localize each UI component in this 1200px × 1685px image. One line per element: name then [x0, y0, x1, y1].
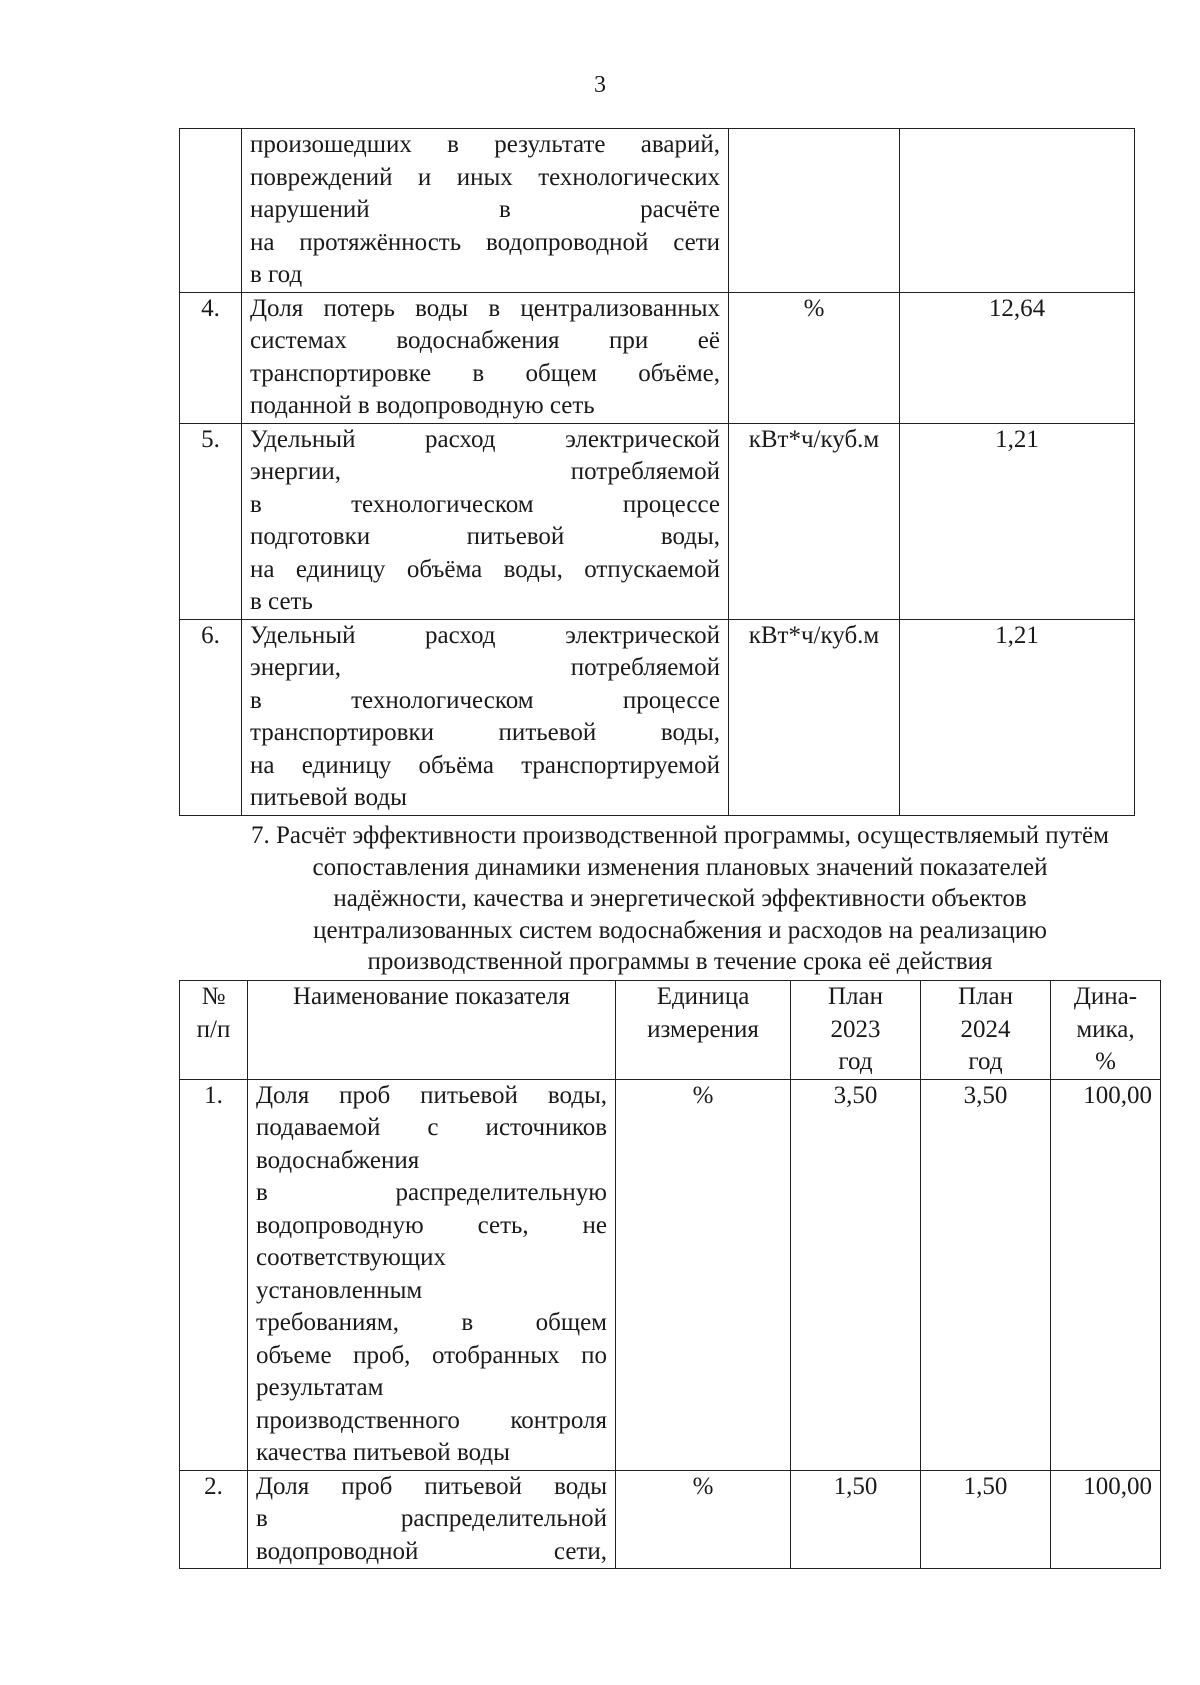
description-line: в технологическом процессе [250, 490, 720, 518]
description-line: объеме проб, отобранных по [256, 1341, 607, 1369]
indicator-description [248, 1079, 616, 1470]
description-line: на единицу объёма транспортируемой [250, 751, 720, 779]
header-plan-2024 [921, 981, 1051, 1080]
description-line: на единицу объёма воды, отпускаемой [250, 555, 720, 583]
description-line: Доля проб питьевой воды, [256, 1081, 607, 1109]
indicators-table-continued [179, 128, 1135, 816]
heading-line: сопоставления динамики изменения плановых значений показателей [312, 853, 1048, 881]
value-cell: 1,21 [900, 619, 1135, 815]
description-line: водопроводную сеть, не [256, 1211, 607, 1239]
header-unit [616, 981, 791, 1080]
table-header-row [180, 981, 1161, 1080]
value-cell: 12,64 [900, 292, 1135, 423]
row-number: 5. [180, 423, 242, 619]
header-line: мика, [1076, 1015, 1135, 1043]
indicator-description [242, 129, 729, 293]
description-line: транспортировке в общем объёме, [250, 359, 720, 387]
description-line: поданной в водопроводную сеть [250, 392, 595, 419]
description-line: соответствующих [256, 1244, 446, 1271]
description-line: системах водоснабжения при её [250, 327, 720, 354]
header-plan-2023 [791, 981, 921, 1080]
unit-cell: % [729, 292, 900, 423]
row-number [180, 129, 242, 293]
unit-cell: % [616, 1470, 791, 1569]
heading-line: 7. Расчёт эффективности производственной программы, осуществляемый путём [251, 822, 1109, 849]
header-num [180, 981, 248, 1080]
row-number: 1. [180, 1079, 248, 1470]
header-line: Дина- [1073, 983, 1138, 1010]
dynamics-cell: 100,00 [1051, 1079, 1161, 1470]
description-line: энергии, потребляемой [250, 654, 720, 681]
row-number: 4. [180, 292, 242, 423]
description-line: произошедших в результате аварий, [250, 131, 720, 158]
header-line: 2023 [830, 1015, 881, 1043]
table-row [180, 1470, 1161, 1569]
row-number: 2. [180, 1470, 248, 1569]
description-line: в сеть [250, 588, 313, 615]
description-line: в год [250, 261, 303, 288]
description-line: Удельный расход электрической [250, 425, 720, 453]
description-line: качества питьевой воды [256, 1439, 510, 1466]
page-number: 3 [594, 72, 606, 98]
header-line: № [201, 983, 226, 1010]
header-line: год [968, 1048, 1003, 1075]
heading-line: производственной программы в течение срока её действия [367, 948, 993, 975]
plan-2024-cell: 3,50 [921, 1079, 1051, 1470]
unit-cell: кВт*ч/куб.м [729, 423, 900, 619]
value-cell [900, 129, 1135, 293]
table-row [180, 423, 1135, 619]
header-line: % [1095, 1048, 1116, 1075]
table-row [180, 619, 1135, 815]
indicator-description [242, 292, 729, 423]
description-line: в распределительной [256, 1505, 607, 1532]
header-line: измерения [647, 1015, 759, 1043]
header-dynamics [1051, 981, 1161, 1080]
heading-line: надёжности, качества и энергетической эффективности объектов [333, 885, 1027, 912]
description-line: питьевой воды [250, 784, 407, 811]
header-line: год [838, 1048, 873, 1075]
description-line: в технологическом процессе [250, 686, 720, 714]
indicator-description [248, 1470, 616, 1569]
value-cell: 1,21 [900, 423, 1135, 619]
table-row [180, 292, 1135, 423]
unit-cell: кВт*ч/куб.м [729, 619, 900, 815]
description-line: транспортировки питьевой воды, [250, 719, 720, 746]
header-line: План [827, 983, 883, 1010]
section-7-heading [190, 820, 1170, 978]
plan-2024-cell: 1,50 [921, 1470, 1051, 1569]
header-line: п/п [196, 1015, 231, 1043]
description-line: нарушений в расчёте [250, 196, 720, 223]
indicator-description [242, 619, 729, 815]
description-line: результатам [256, 1374, 384, 1401]
header-line: Наименование показателя [292, 983, 571, 1010]
header-line: 2024 [960, 1015, 1011, 1043]
table-row [180, 129, 1135, 293]
description-line: производственного контроля [256, 1406, 607, 1434]
unit-cell [729, 129, 900, 293]
header-line: План [957, 983, 1013, 1010]
description-line: подготовки питьевой воды, [250, 523, 720, 550]
description-line: водоснабжения [256, 1146, 420, 1174]
description-line: водопроводной сети, [256, 1537, 607, 1565]
indicator-description [242, 423, 729, 619]
description-line: Доля проб питьевой воды [256, 1472, 607, 1500]
header-name [248, 981, 616, 1080]
description-line: на протяжённость водопроводной сети [250, 228, 720, 256]
dynamics-cell: 100,00 [1051, 1470, 1161, 1569]
description-line: требованиям, в общем [256, 1309, 607, 1336]
heading-line: централизованных систем водоснабжения и расходов на реализацию [313, 916, 1047, 944]
table-row [180, 1079, 1161, 1470]
plan-2023-cell: 1,50 [791, 1470, 921, 1569]
description-line: повреждений и иных технологических [250, 163, 720, 191]
description-line: в распределительную [256, 1179, 607, 1206]
unit-cell: % [616, 1079, 791, 1470]
efficiency-table [179, 980, 1161, 1569]
plan-2023-cell: 3,50 [791, 1079, 921, 1470]
description-line: подаваемой с источников [256, 1114, 607, 1141]
row-number: 6. [180, 619, 242, 815]
description-line: Доля потерь воды в централизованных [250, 294, 720, 322]
description-line: Удельный расход электрической [250, 621, 720, 649]
description-line: установленным [256, 1276, 423, 1304]
header-line: Единица [656, 983, 750, 1010]
description-line: энергии, потребляемой [250, 458, 720, 485]
